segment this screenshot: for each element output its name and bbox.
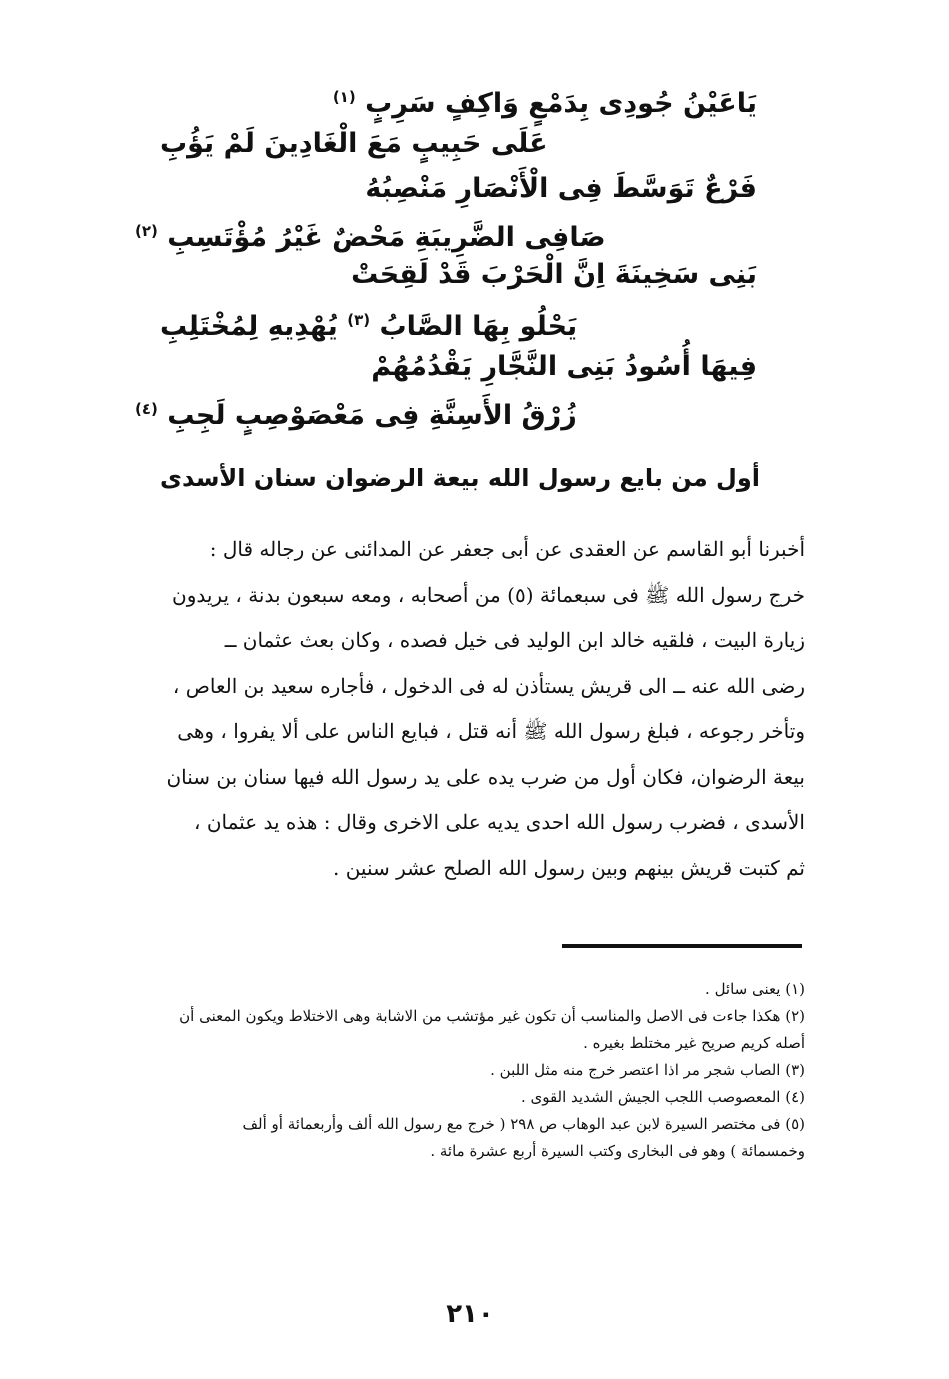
verse-text-continued: يُهْدِيهِ لِمُخْتَلِبِ [160,311,338,342]
verse-text: عَلَى حَبِيبٍ مَعَ الْغَادِينَ لَمْ يَؤُبِ [160,128,548,159]
body-line: بيعة الرضوان، فكان أول من ضرب يده على يد رسول الله فيها سنان بن سنان [166,764,805,789]
footnote-ref: (١) [332,88,356,106]
footnote-line: أصله كريم صريح غير مختلط بغيره . [583,1034,805,1052]
footnote-line: (٥) فى مختصر السيرة لابن عبد الوهاب ص ٢٩٨ ( خرج مع رسول الله ألف وأربعمائة أو ألف [242,1115,805,1133]
verse-line-6 [160,303,577,344]
footnotes [105,976,805,1165]
verse-text: صَافِى الضَّرِيبَةِ مَحْضٌ غَيْرُ مُؤْتَسِبِ [167,222,606,253]
verse-line-1 [333,80,757,121]
body-line: خرج رسول الله ﷺ فى سبعمائة (٥) من أصحابه ، ومعه سبعون بدنة ، يريدون [172,582,805,607]
verse-text: بَنِى سَخِينَةَ اِنَّ الْحَرْبَ قَدْ لَقِحَتْ [351,259,757,290]
body-line: الأسدى ، فضرب رسول الله احدى يديه على الاخرى وقال : هذه يد عثمان ، [194,810,805,834]
section-heading: أول من بايع رسول الله بيعة الرضوان سنان الأسدى [159,464,761,492]
verse-text: يَحْلُو بِهَا الصَّابُ [379,311,578,342]
verse-line-3 [365,172,757,206]
verse-line-4 [135,214,606,255]
verse-line-8 [135,392,577,433]
body-line: وتأخر رجوعه ، فبلغ رسول الله ﷺ أنه قتل ، فبايع الناس على ألا يفروا ، وهى [177,719,805,743]
footnote-line: (٢) هكذا جاءت فى الاصل والمناسب أن تكون غير مؤتشب من الاشابة وهى الاختلاط ويكون المعنى أن [179,1007,805,1025]
footnote-ref: (٤) [135,400,158,418]
verse-line-2 [160,127,548,161]
footnote-line: (٣) الصاب شجر مر اذا اعتصر خرج منه مثل اللبن . [490,1061,805,1079]
verse-text: فِيهَا أُسُودُ بَنِى النَّجَّارِ يَقْدُمُهُمْ [371,351,757,382]
footnote-line: (٤) المعصوصب اللجب الجيش الشديد القوى . [520,1088,805,1106]
body-text [105,527,805,891]
footnote-divider [562,944,802,948]
body-line: رضى الله عنه ــ الى قريش يستأذن له فى الدخول ، فأجاره سعيد بن العاص ، [172,673,805,698]
body-line: ثم كتبت قريش بينهم وبين رسول الله الصلح عشر سنين . [332,855,805,880]
verse-text: يَاعَيْنُ جُودِى بِدَمْعٍ وَاكِفٍ سَرِبٍ [365,88,757,119]
footnote-ref: (٣) [347,311,371,329]
page-number: ٢١٠ [446,1299,494,1329]
body-line: أخبرنا أبو القاسم عن العقدى عن أبى جعفر عن المدائنى عن رجاله قال : [209,537,805,561]
footnote-line: (١) يعنى سائل . [705,980,805,998]
body-line: زيارة البيت ، فلقيه خالد ابن الوليد فى خيل فصده ، وكان بعث عثمان ــ [224,628,805,652]
verse-text: زُرْقُ الأَسِنَّةِ فِى مَعْصَوْصِبٍ لَجِبِ [167,400,577,431]
footnote-ref: (٢) [135,222,158,240]
verse-line-5 [351,258,757,292]
verse-line-7 [371,350,757,384]
footnote-line: وخمسمائة ) وهو فى البخارى وكتب السيرة أربع عشرة مائة . [430,1142,805,1160]
verse-text: فَرْعٌ تَوَسَّطَ فِى الْأَنْصَارِ مَنْصِبُهُ [365,173,757,204]
